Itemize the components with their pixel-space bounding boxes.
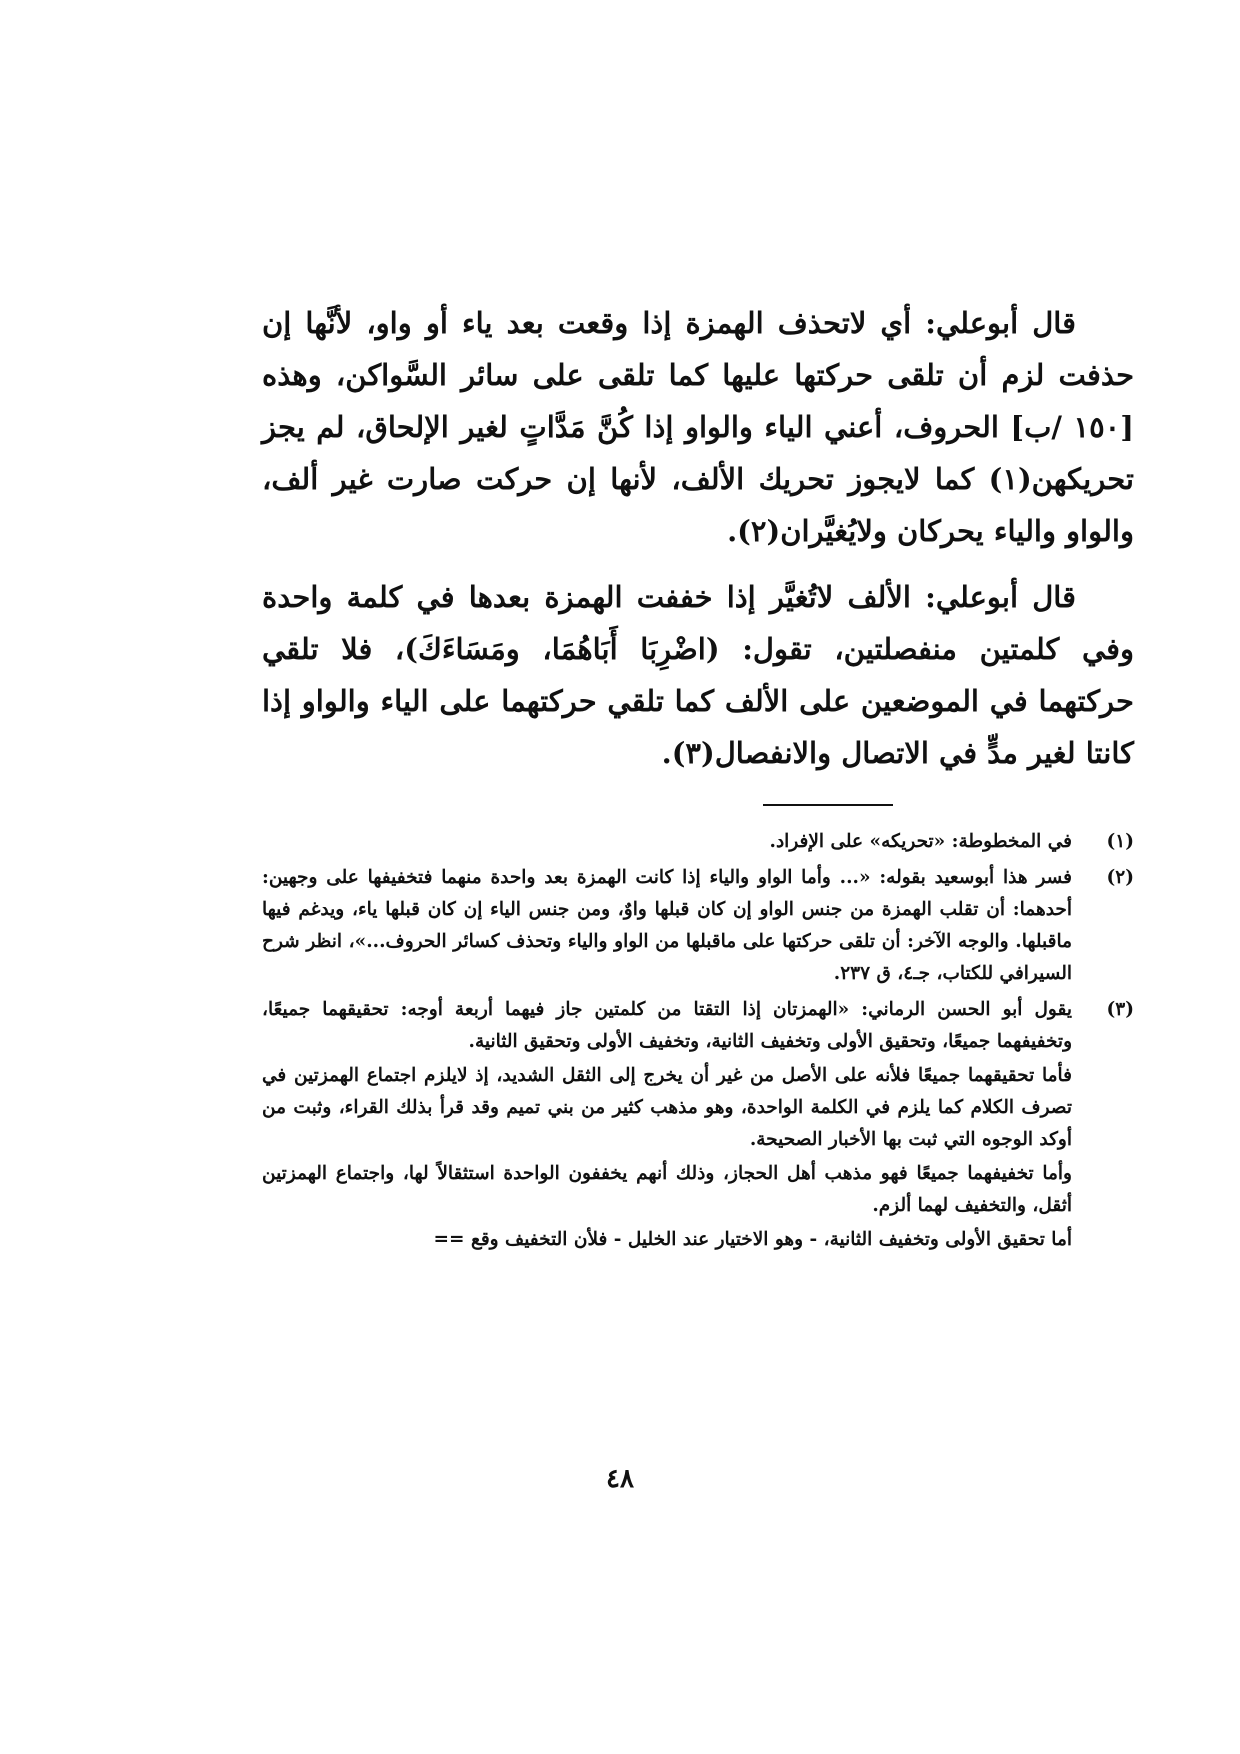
main-paragraph-2: قال أبوعلي: الألف لاتُغيَّر إذا خففت الهمزة بعدها في كلمة واحدة وفي كلمتين منفصلتين، تقول: (اضْرِبَا أَبَاهُمَا، ومَسَاءَكَ)، فلا تلقي حركتهما في الموضعين على الألف كما تلقي حركتهما على الياء والواو إذا كانتا لغير مدٍّ في الاتصال والانفصال(٣). bbox=[262, 580, 1134, 770]
footnote-1 bbox=[262, 826, 1134, 858]
footnote-text: في المخطوطة: «تحريكه» على الإفراد. bbox=[769, 831, 1072, 852]
footnote-separator bbox=[763, 804, 893, 806]
footnotes bbox=[262, 826, 1134, 1260]
footnote-2 bbox=[262, 862, 1134, 990]
footnote-number: (٢) bbox=[1106, 867, 1134, 888]
footnote-text: أما تحقيق الأولى وتخفيف الثانية، - وهو الاختيار عند الخليل - فلأن التخفيف وقع == bbox=[433, 1229, 1072, 1250]
main-paragraph-1: قال أبوعلي: أي لاتحذف الهمزة إذا وقعت بعد ياء أو واو، لأنَّها إن حذفت لزم أن تلقى حركتها عليها كما تلقى على سائر السَّواكن، وهذه [١٥٠ /ب] الحروف، أعني الياء والواو إذا كُنَّ مَدَّاتٍ لغير الإلحاق، لم يجز تحريكهن(١) كما لايجوز تحريك الألف، لأنها إن حركت صارت غير ألف، والواو والياء يحركان ولايُغيَّران(٢). bbox=[262, 306, 1134, 548]
footnote-text: فأما تحقيقهما جميعًا فلأنه على الأصل من غير أن يخرج إلى الثقل الشديد، إذ لايلزم اجتماع الهمزتين في تصرف الكلام كما يلزم في الكلمة الواحدة، وهو مذهب كثير من بني تميم وقد قرأ بذلك القراء، وثبت من أوكد الوجوه التي ثبت بها الأخبار الصحيحة. bbox=[262, 1065, 1072, 1150]
footnote-text: فسر هذا أبوسعيد بقوله: «... وأما الواو والياء إذا كانت الهمزة بعد واحدة منهما فتخفيفها على وجهين: أحدهما: أن تقلب الهمزة من جنس الواو إن كان قبلها واوٌ، ومن جنس الياء إن كان قبلها ياء، ويدغم فيها ماقبلها. والوجه الآخر: أن تلقى حركتها على ماقبلها من الواو والياء وتحذف كسائر الحروف...»، انظر شرح السيرافي للكتاب، جـ٤، ق ٢٣٧. bbox=[262, 867, 1072, 984]
footnote-body bbox=[262, 862, 1072, 990]
footnote-text: وأما تخفيفهما جميعًا فهو مذهب أهل الحجاز، وذلك أنهم يخففون الواحدة استثقالاً لها، واجتماع الهمزتين أثقل، والتخفيف لهما ألزم. bbox=[262, 1163, 1072, 1216]
footnote-number: (٣) bbox=[1106, 999, 1134, 1020]
footnote-body bbox=[262, 994, 1072, 1256]
main-text bbox=[262, 297, 1134, 779]
footnote-number: (١) bbox=[1106, 831, 1134, 852]
footnote-body bbox=[262, 826, 1072, 858]
footnote-3 bbox=[262, 994, 1134, 1256]
page-number: ٤٨ bbox=[606, 1464, 634, 1494]
footnote-text: يقول أبو الحسن الرماني: «الهمزتان إذا التقتا من كلمتين جاز فيهما أربعة أوجه: تحقيقهما جميعًا، وتخفيفهما جميعًا، وتحقيق الأولى وتخفيف الثانية، وتخفيف الأولى وتحقيق الثانية. bbox=[262, 999, 1072, 1052]
